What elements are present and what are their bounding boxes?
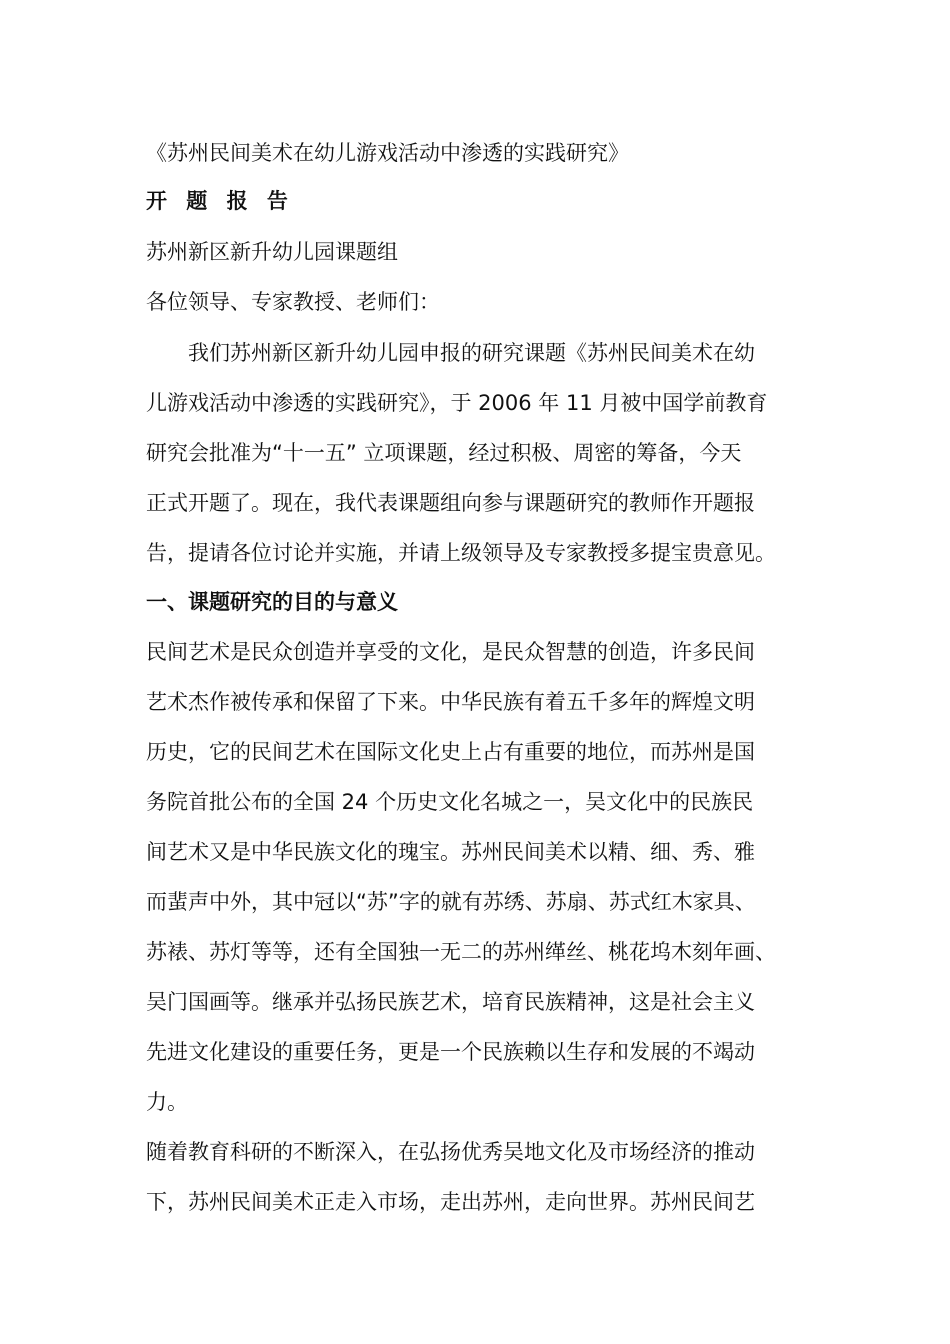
section1-para1-line: 力。 [146,1090,188,1114]
report-heading: 开 题 报 告 [146,189,294,213]
section1-para1-line: 而蜚声中外，其中冠以“苏”字的就有苏绣、苏扇、苏式红木家具、 [146,890,756,914]
intro-line: 我们苏州新区新升幼儿园申报的研究课题《苏州民间美术在幼 [188,341,755,365]
author-line: 苏州新区新升幼儿园课题组 [146,240,398,264]
section1-para1-line: 先进文化建设的重要任务，更是一个民族赖以生存和发展的不竭动 [146,1040,755,1064]
greeting-line: 各位领导、专家教授、老师们： [146,290,440,314]
section1-para1-line: 吴门国画等。继承并弘扬民族艺术，培育民族精神，这是社会主义 [146,990,755,1014]
document-title: 《苏州民间美术在幼儿游戏活动中渗透的实践研究》 [146,141,629,165]
section1-para1-line: 间艺术又是中华民族文化的瑰宝。苏州民间美术以精、细、秀、雅 [146,840,755,864]
intro-line: 正式开题了。现在，我代表课题组向参与课题研究的教师作开题报 [146,491,755,515]
section1-para1-line: 务院首批公布的全国 24 个历史文化名城之一，吴文化中的民族民 [146,790,754,814]
intro-line: 研究会批准为“十一五” 立项课题，经过积极、周密的筹备，今天 [146,441,742,465]
section1-para2-line: 下，苏州民间美术正走入市场，走出苏州，走向世界。苏州民间艺 [146,1190,755,1214]
intro-line: 告，提请各位讨论并实施，并请上级领导及专家教授多提宝贵意见。 [146,541,776,565]
section1-para1-line: 历史，它的民间艺术在国际文化史上占有重要的地位，而苏州是国 [146,740,755,764]
section1-para1-line: 民间艺术是民众创造并享受的文化，是民众智慧的创造，许多民间 [146,640,755,664]
intro-line: 儿游戏活动中渗透的实践研究》，于 2006 年 11 月被中国学前教育 [146,391,768,415]
section1-para1-line: 艺术杰作被传承和保留了下来。中华民族有着五千多年的辉煌文明 [146,690,755,714]
section1-para2-line: 随着教育科研的不断深入，在弘扬优秀吴地文化及市场经济的推动 [146,1140,755,1164]
section1-para1-line: 苏裱、苏灯等等，还有全国独一无二的苏州缂丝、桃花坞木刻年画、 [146,940,776,964]
section1-heading: 一、课题研究的目的与意义 [146,590,398,614]
